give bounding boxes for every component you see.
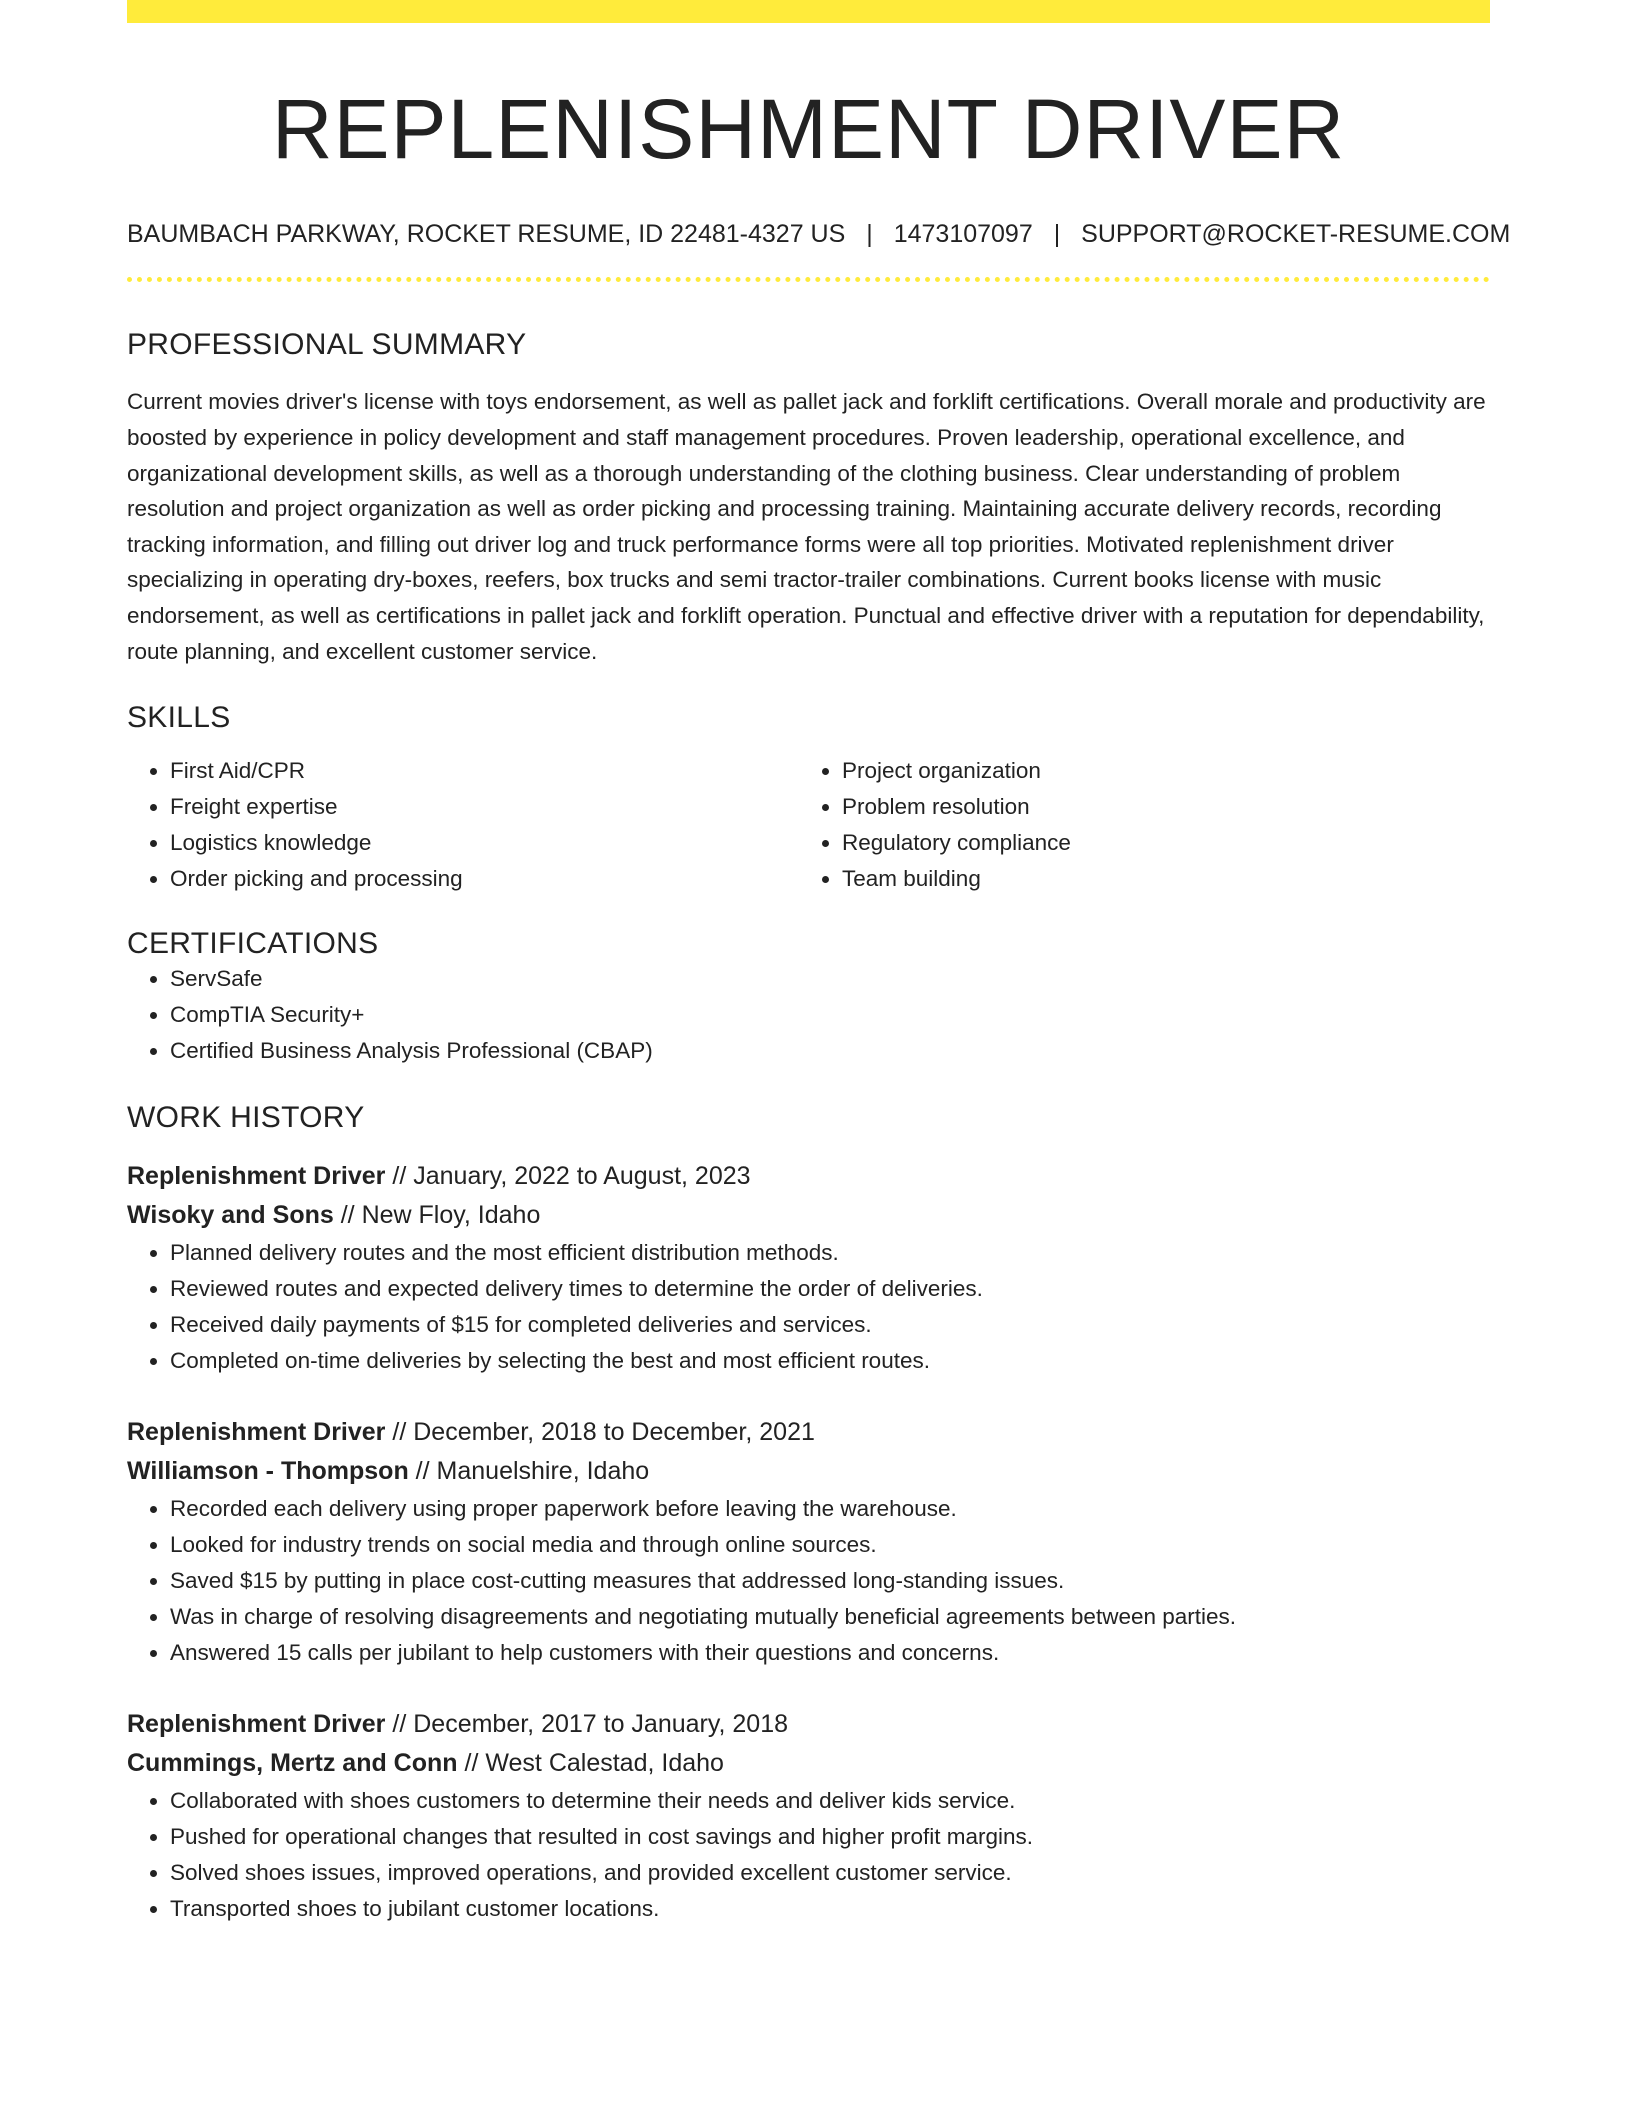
job-duties-list bbox=[127, 1235, 1490, 1379]
job-duty: • Pushed for operational changes that resulted in cost savings and higher profit margins. bbox=[170, 1819, 1490, 1855]
job-entry bbox=[127, 1413, 1490, 1671]
skill-item: • Freight expertise bbox=[170, 789, 799, 825]
divider: // bbox=[415, 1457, 430, 1486]
job-duty: • Received daily payments of $15 for completed deliveries and services. bbox=[170, 1307, 1490, 1343]
job-location: West Calestad, Idaho bbox=[485, 1749, 724, 1778]
divider: // bbox=[392, 1162, 407, 1191]
divider: // bbox=[464, 1749, 479, 1778]
job-duty: • Was in charge of resolving disagreements and negotiating mutually beneficial agreements between parties. bbox=[170, 1599, 1490, 1635]
email: SUPPORT@ROCKET-RESUME.COM bbox=[1081, 220, 1511, 249]
certifications-heading: CERTIFICATIONS bbox=[127, 927, 379, 961]
job-duty: • Answered 15 calls per jubilant to help customers with their questions and concerns. bbox=[170, 1635, 1490, 1671]
skill-item: • Team building bbox=[842, 861, 1471, 897]
resume-page bbox=[127, 0, 1511, 1927]
contact-line bbox=[127, 220, 1511, 249]
job-dates: December, 2018 to December, 2021 bbox=[413, 1418, 815, 1447]
accent-bar bbox=[127, 0, 1490, 23]
job-company: Williamson - Thompson bbox=[127, 1457, 409, 1486]
job-duty: • Solved shoes issues, improved operations, and provided excellent customer service. bbox=[170, 1855, 1490, 1891]
job-dates: January, 2022 to August, 2023 bbox=[413, 1162, 751, 1191]
resume-title: REPLENISHMENT DRIVER bbox=[271, 82, 1346, 176]
job-duty: • Planned delivery routes and the most efficient distribution methods. bbox=[170, 1235, 1490, 1271]
job-duties-list bbox=[127, 1491, 1490, 1671]
job-company-line bbox=[127, 1744, 1490, 1783]
divider: // bbox=[340, 1201, 355, 1230]
job-role: Replenishment Driver bbox=[127, 1710, 386, 1739]
certifications-list bbox=[127, 961, 1490, 1069]
skill-item: • Order picking and processing bbox=[170, 861, 799, 897]
job-role: Replenishment Driver bbox=[127, 1162, 386, 1191]
job-location: New Floy, Idaho bbox=[361, 1201, 541, 1230]
divider: // bbox=[392, 1710, 407, 1739]
summary-text: Current movies driver's license with toys endorsement, as well as pallet jack and forklift certifications. Overall morale and productivity are boosted by experience in policy development and staff management procedures. Proven leadership, operational excellence, and organizational development skills, as well as a thorough understanding of the clothing business. Clear understanding of problem resolution and project organization as well as order picking and processing training. Maintaining accurate delivery records, recording tracking information, and filling out driver log and truck performance forms were all top priorities. Motivated replenishment driver specializing in operating dry-boxes, reefers, box trucks and semi tractor-trailer combinations. Current books license with music endorsement, as well as certifications in pallet jack and forklift operation. Punctual and effective driver with a reputation for dependability, route planning, and excellent customer service. bbox=[127, 389, 1486, 664]
job-duties-list bbox=[127, 1783, 1490, 1927]
skills-column-right bbox=[799, 753, 1471, 897]
dotted-divider bbox=[127, 277, 1490, 282]
summary-heading: PROFESSIONAL SUMMARY bbox=[127, 328, 527, 362]
job-entry bbox=[127, 1705, 1490, 1927]
job-role-line bbox=[127, 1413, 1490, 1452]
skill-item: • Project organization bbox=[842, 753, 1471, 789]
job-duty: • Completed on-time deliveries by selecting the best and most efficient routes. bbox=[170, 1343, 1490, 1379]
skill-item: • Regulatory compliance bbox=[842, 825, 1471, 861]
job-duty: • Transported shoes to jubilant customer locations. bbox=[170, 1891, 1490, 1927]
skill-item: • Problem resolution bbox=[842, 789, 1471, 825]
certification-item: • CompTIA Security+ bbox=[170, 997, 1490, 1033]
job-duty: • Collaborated with shoes customers to determine their needs and deliver kids service. bbox=[170, 1783, 1490, 1819]
job-duty: • Recorded each delivery using proper paperwork before leaving the warehouse. bbox=[170, 1491, 1490, 1527]
job-duty: • Saved $15 by putting in place cost-cutting measures that addressed long-standing issues. bbox=[170, 1563, 1490, 1599]
job-company-line bbox=[127, 1452, 1490, 1491]
skill-item: • Logistics knowledge bbox=[170, 825, 799, 861]
job-company: Cummings, Mertz and Conn bbox=[127, 1749, 458, 1778]
separator: | bbox=[1053, 220, 1061, 249]
job-company: Wisoky and Sons bbox=[127, 1201, 334, 1230]
skills-list-left bbox=[127, 753, 799, 897]
divider: // bbox=[392, 1418, 407, 1447]
phone: 1473107097 bbox=[893, 220, 1033, 249]
job-duty: • Reviewed routes and expected delivery times to determine the order of deliveries. bbox=[170, 1271, 1490, 1307]
job-role-line bbox=[127, 1157, 1490, 1196]
work-history-heading: WORK HISTORY bbox=[127, 1101, 365, 1135]
separator: | bbox=[866, 220, 873, 249]
skills-columns bbox=[127, 753, 1490, 897]
job-duty: • Looked for industry trends on social media and through online sources. bbox=[170, 1527, 1490, 1563]
certification-item: • ServSafe bbox=[170, 961, 1490, 997]
address: BAUMBACH PARKWAY, ROCKET RESUME, ID 22481-4327 US bbox=[127, 220, 846, 249]
skills-heading: SKILLS bbox=[127, 701, 231, 735]
job-dates: December, 2017 to January, 2018 bbox=[413, 1710, 789, 1739]
job-role: Replenishment Driver bbox=[127, 1418, 386, 1447]
skill-item: • First Aid/CPR bbox=[170, 753, 799, 789]
certification-item: • Certified Business Analysis Professional (CBAP) bbox=[170, 1033, 1490, 1069]
job-location: Manuelshire, Idaho bbox=[436, 1457, 650, 1486]
job-entry bbox=[127, 1157, 1490, 1379]
skills-list-right bbox=[799, 753, 1471, 897]
skills-column-left bbox=[127, 753, 799, 897]
job-role-line bbox=[127, 1705, 1490, 1744]
job-company-line bbox=[127, 1196, 1490, 1235]
